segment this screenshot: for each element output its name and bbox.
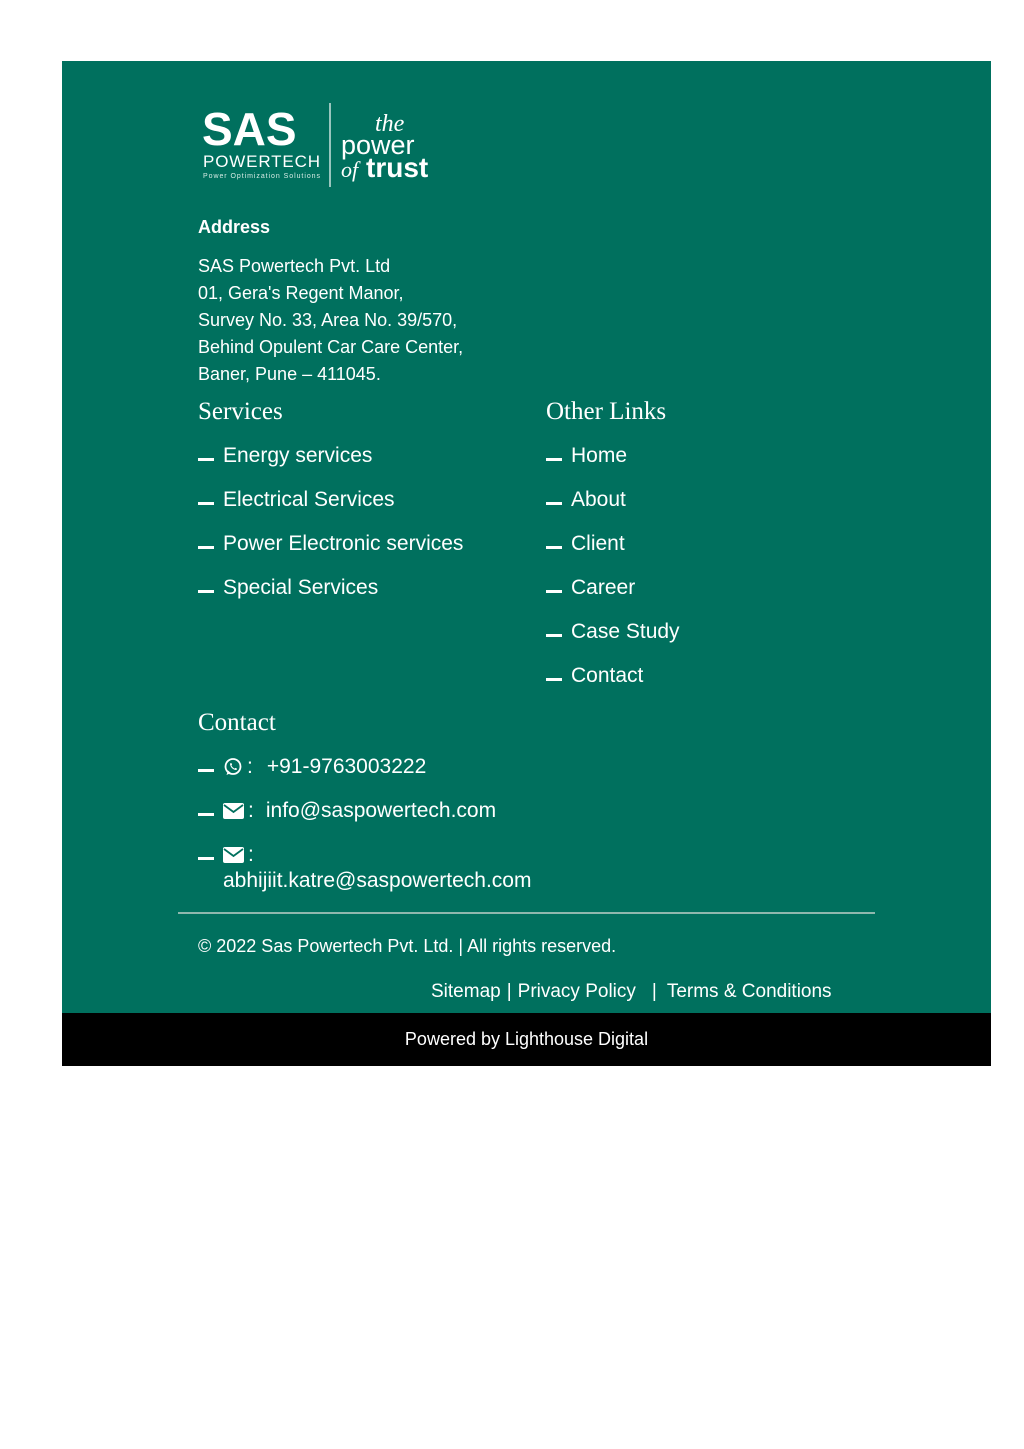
other-link-label: About xyxy=(571,488,626,511)
other-link-label: Contact xyxy=(571,664,644,687)
address-line: Survey No. 33, Area No. 39/570, xyxy=(198,310,458,330)
address-line: Baner, Pune – 411045. xyxy=(198,364,381,384)
services-item-label: Special Services xyxy=(223,576,379,599)
logo-sub-text: POWERTECH xyxy=(203,152,320,171)
powered-by-link[interactable]: Powered by Lighthouse Digital xyxy=(404,1029,649,1049)
services-list xyxy=(198,444,463,620)
sitemap-link[interactable]: Sitemap xyxy=(431,981,501,1002)
logo-tagline-small: Power Optimization Solutions xyxy=(203,173,320,180)
contact-email-address: info@saspowertech.com xyxy=(265,799,497,822)
dash-bullet xyxy=(546,502,562,505)
contact-phone-number: +91-9763003222 xyxy=(266,755,427,778)
contact-email-abhijiit[interactable] xyxy=(198,843,618,893)
contact-separator: : xyxy=(248,843,254,866)
dash-bullet xyxy=(198,546,214,549)
services-item-label: Electrical Services xyxy=(223,488,395,511)
contact-list xyxy=(198,755,618,893)
address-line: Behind Opulent Car Care Center, xyxy=(198,337,464,357)
dash-bullet xyxy=(546,678,562,681)
address-line: SAS Powertech Pvt. Ltd xyxy=(198,256,391,276)
contact-email-address: abhijiit.katre@saspowertech.com xyxy=(223,869,532,892)
other-link-career[interactable] xyxy=(546,576,680,620)
other-link-label: Career xyxy=(571,576,636,599)
other-link-label: Client xyxy=(571,532,625,555)
site-footer xyxy=(62,61,991,1013)
legal-links xyxy=(431,981,832,1003)
copyright-text: © 2022 Sas Powertech Pvt. Ltd. | All rights reserved. xyxy=(198,936,617,956)
contact-email-info[interactable] xyxy=(198,799,618,843)
logo-brand-text: SAS xyxy=(202,103,297,155)
dash-bullet xyxy=(198,458,214,461)
company-logo[interactable] xyxy=(202,101,442,191)
dash-bullet xyxy=(198,502,214,505)
legal-separator: | xyxy=(506,981,512,1002)
logo-tagline-the: the xyxy=(375,111,405,137)
logo-tagline-trust: trust xyxy=(366,152,429,183)
footer-divider xyxy=(178,912,875,914)
dash-bullet xyxy=(546,634,562,637)
other-link-label: Case Study xyxy=(571,620,680,643)
other-links-heading: Other Links xyxy=(546,398,667,425)
dash-bullet xyxy=(198,590,214,593)
logo-tagline-of: of xyxy=(341,157,359,182)
services-item-electrical[interactable] xyxy=(198,488,463,532)
whatsapp-icon xyxy=(223,755,243,777)
logo-tagline-power: power xyxy=(341,130,415,160)
legal-separator: | xyxy=(651,981,657,1002)
address-block xyxy=(198,253,463,388)
terms-conditions-link[interactable]: Terms & Conditions xyxy=(666,981,832,1002)
services-item-label: Power Electronic services xyxy=(223,532,464,555)
dash-bullet xyxy=(198,769,214,772)
contact-heading: Contact xyxy=(198,709,276,736)
address-heading: Address xyxy=(198,217,271,237)
envelope-icon xyxy=(223,843,244,863)
dash-bullet xyxy=(546,458,562,461)
other-link-label: Home xyxy=(571,444,628,467)
envelope-icon xyxy=(223,799,244,819)
contact-phone[interactable] xyxy=(198,755,618,799)
services-item-special[interactable] xyxy=(198,576,463,620)
services-item-label: Energy services xyxy=(223,444,373,467)
other-links-list xyxy=(546,444,680,708)
logo-graphic xyxy=(202,101,442,191)
other-link-case-study[interactable] xyxy=(546,620,680,664)
dash-bullet xyxy=(546,590,562,593)
other-link-client[interactable] xyxy=(546,532,680,576)
contact-separator: : xyxy=(248,799,254,822)
contact-separator: : xyxy=(247,755,253,778)
other-link-about[interactable] xyxy=(546,488,680,532)
dash-bullet xyxy=(546,546,562,549)
powered-by-bar xyxy=(62,1013,991,1066)
privacy-policy-link[interactable]: Privacy Policy xyxy=(517,981,636,1002)
services-heading: Services xyxy=(198,398,283,425)
other-link-contact[interactable] xyxy=(546,664,680,708)
dash-bullet xyxy=(198,857,214,860)
address-line: 01, Gera's Regent Manor, xyxy=(198,283,404,303)
services-item-energy[interactable] xyxy=(198,444,463,488)
other-link-home[interactable] xyxy=(546,444,680,488)
dash-bullet xyxy=(198,813,214,816)
services-item-power-electronic[interactable] xyxy=(198,532,463,576)
